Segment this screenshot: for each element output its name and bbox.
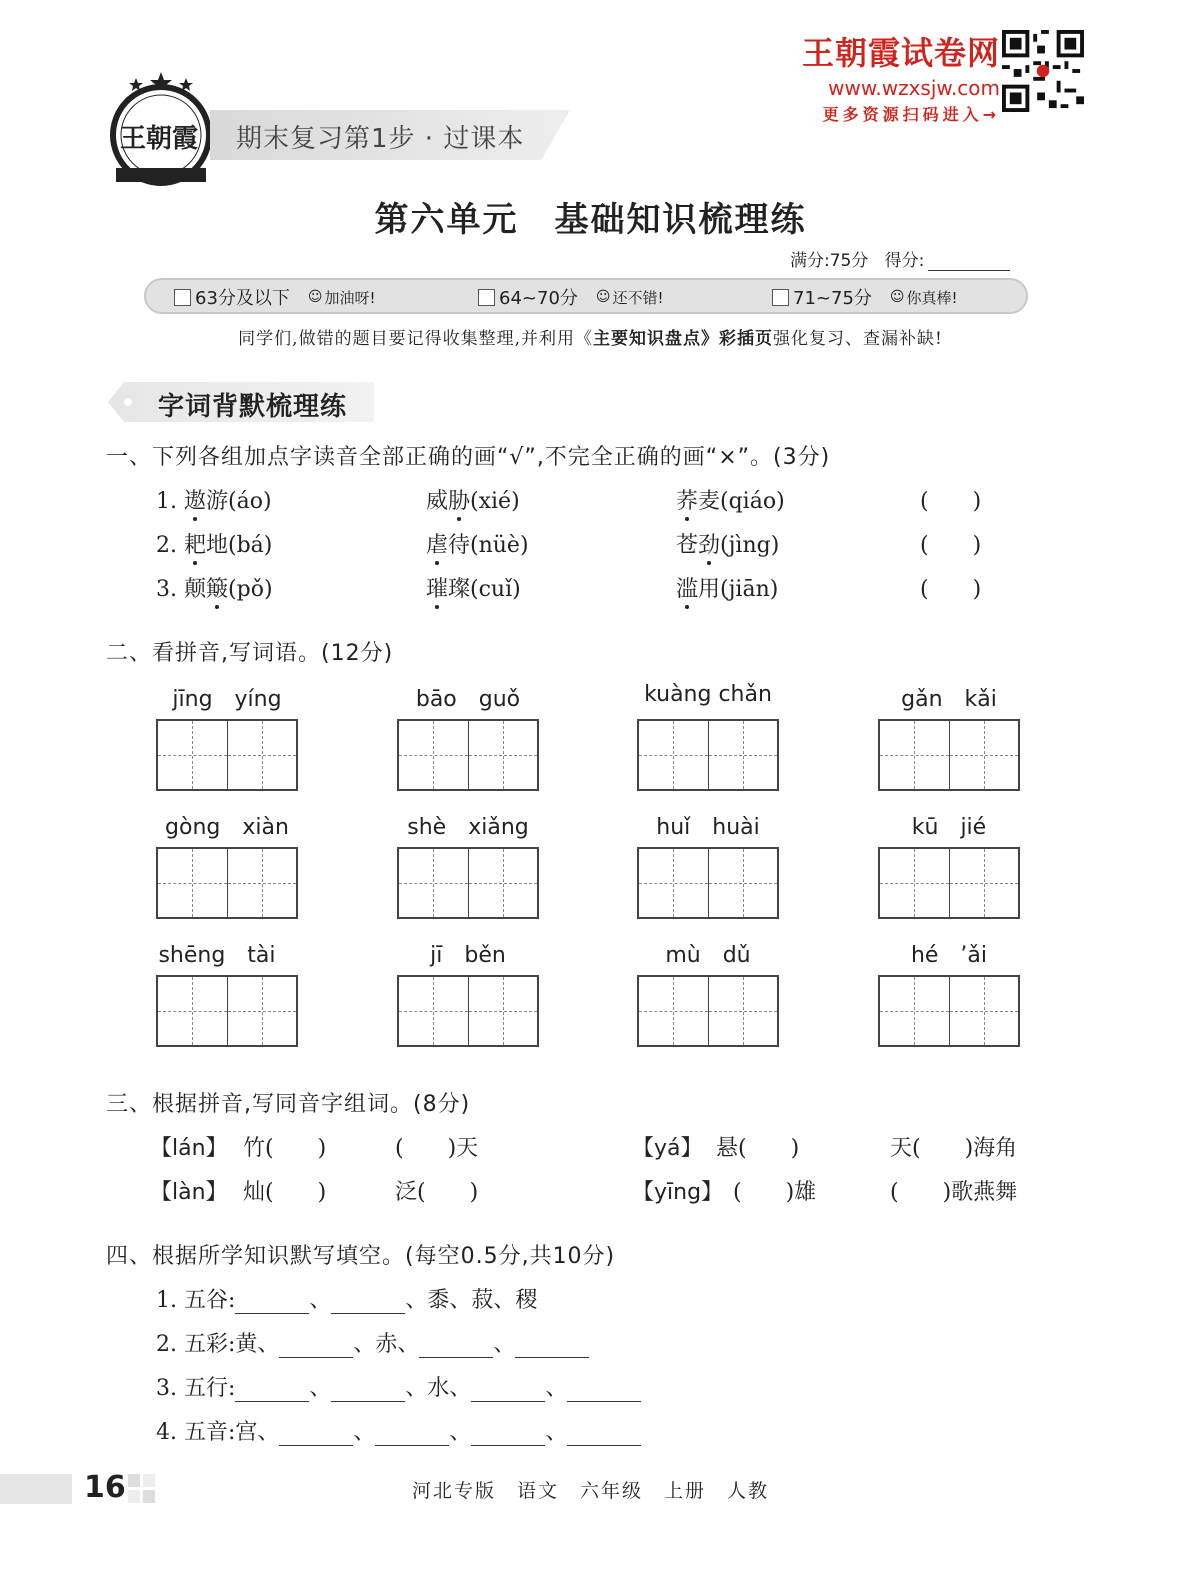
smile-icon: ☺	[889, 289, 905, 305]
pinyin-label: huǐ huài	[656, 815, 760, 840]
pinyin-label: hé ’ǎi	[910, 943, 988, 968]
footer-text: 河北专版 语文 六年级 上册 人教	[411, 1480, 769, 1502]
checkbox[interactable]	[772, 289, 789, 306]
fill-blank[interactable]: ( )歌燕舞	[890, 1180, 1018, 1205]
q1-row-3: 3. 颠簸(pǒ)	[156, 572, 273, 603]
grade-option-1[interactable]	[174, 284, 376, 310]
q3-title: 三、根据拼音,写同音字组词。(8分)	[106, 1092, 471, 1117]
pinyin-label: gǎn kǎi	[901, 687, 997, 712]
blank-input[interactable]	[235, 1291, 309, 1314]
q4-line-3: 3. 五行: 、 、水、 、	[156, 1371, 641, 1402]
tag-hole	[124, 398, 132, 406]
brand-block	[790, 28, 1000, 125]
pinyin-label: jī běn	[430, 943, 506, 968]
fill-blank[interactable]: 泛( )	[395, 1180, 479, 1205]
fill-blank[interactable]: ( )天	[395, 1136, 479, 1161]
page-title: 第六单元 基础知识梳理练	[374, 200, 807, 240]
banner-title: 期末复习第1步 · 过课本	[236, 124, 525, 154]
writing-grid[interactable]	[156, 975, 298, 1047]
score-input[interactable]	[928, 270, 1010, 271]
writing-grid[interactable]	[637, 719, 779, 791]
page-number: 16	[84, 1470, 126, 1505]
writing-grid[interactable]	[878, 719, 1020, 791]
brand-name: 王朝霞试卷网	[801, 34, 1000, 72]
pinyin-label: shè xiǎng	[407, 815, 529, 840]
q4-title: 四、根据所学知识默写填空。(每空0.5分,共10分)	[106, 1244, 616, 1269]
full-score: 满分:75分	[790, 251, 869, 271]
q1-word: 璀璨(cuǐ)	[426, 572, 521, 603]
tip-text: 同学们,做错的题目要记得收集整理,并利用《主要知识盘点》彩插页强化复习、查漏补缺!	[238, 329, 943, 349]
fill-blank[interactable]: ( )雄	[733, 1180, 817, 1205]
blank-input[interactable]	[279, 1335, 353, 1358]
fill-blank[interactable]: 灿( )	[243, 1180, 327, 1205]
grade-msg: 还不错!	[612, 288, 664, 307]
q1-row-1: 1. 遨游(áo)	[156, 484, 272, 515]
checkbox[interactable]	[174, 289, 191, 306]
pinyin-label: gòng xiàn	[165, 815, 289, 840]
fill-blank[interactable]: 悬( )	[716, 1136, 800, 1161]
writing-grid[interactable]	[878, 975, 1020, 1047]
blank-input[interactable]	[279, 1423, 353, 1446]
writing-grid[interactable]	[397, 719, 539, 791]
grade-msg: 你真棒!	[906, 288, 958, 307]
blank-input[interactable]	[471, 1423, 545, 1446]
pinyin-tag: 【yá】	[632, 1136, 703, 1161]
answer-paren[interactable]: ( )	[920, 489, 982, 514]
writing-grid[interactable]	[878, 847, 1020, 919]
pinyin-label: kuàng chǎn	[644, 682, 772, 707]
q1-word: 威胁(xié)	[426, 484, 520, 515]
q1-word: 虐待(nüè)	[426, 528, 529, 559]
grade-range: 71~75分	[793, 288, 872, 309]
pinyin-label: kū jié	[911, 815, 987, 840]
score-row	[790, 246, 1010, 271]
pinyin-tag: 【yīng】	[632, 1180, 724, 1205]
pinyin-label: shēng tài	[158, 943, 276, 968]
blank-input[interactable]	[331, 1291, 405, 1314]
blank-input[interactable]	[235, 1379, 309, 1402]
writing-grid[interactable]	[156, 847, 298, 919]
writing-grid[interactable]	[156, 719, 298, 791]
smile-icon: ☺	[595, 289, 611, 305]
qr-code-icon[interactable]	[1002, 30, 1084, 112]
pinyin-tag: 【lán】	[150, 1136, 228, 1161]
grade-option-3[interactable]	[772, 284, 958, 310]
grade-option-2[interactable]	[478, 284, 664, 310]
q4-line-4: 4. 五音:宫、 、 、 、	[156, 1415, 641, 1446]
blank-input[interactable]	[331, 1379, 405, 1402]
grade-bar	[144, 278, 1028, 314]
q1-word: 荞麦(qiáo)	[676, 484, 785, 515]
writing-grid[interactable]	[637, 975, 779, 1047]
blank-input[interactable]	[419, 1335, 493, 1358]
score-label: 得分:	[884, 251, 925, 271]
answer-paren[interactable]: ( )	[920, 577, 982, 602]
logo-name: 王朝霞	[120, 124, 199, 154]
q1-word: 苍劲(jìng)	[676, 528, 779, 559]
q1-title: 一、下列各组加点字读音全部正确的画“√”,不完全正确的画“×”。(3分)	[106, 445, 831, 470]
blank-input[interactable]	[375, 1423, 449, 1446]
writing-grid[interactable]	[397, 975, 539, 1047]
writing-grid[interactable]	[637, 847, 779, 919]
section-title: 字词背默梳理练	[158, 392, 348, 422]
blank-input[interactable]	[567, 1379, 641, 1402]
grade-range: 63分及以下	[195, 288, 290, 309]
fill-blank[interactable]: 竹( )	[243, 1136, 327, 1161]
pinyin-label: jīng yíng	[172, 687, 282, 712]
blank-input[interactable]	[567, 1423, 641, 1446]
answer-paren[interactable]: ( )	[920, 533, 982, 558]
pinyin-label: mù dǔ	[665, 943, 751, 968]
checkbox[interactable]	[478, 289, 495, 306]
fill-blank[interactable]: 天( )海角	[890, 1136, 1018, 1161]
grade-msg: 加油呀!	[324, 288, 376, 307]
q4-line-2: 2. 五彩:黄、 、赤、 、	[156, 1327, 589, 1358]
q1-word: 滥用(jiān)	[676, 572, 778, 603]
q2-title: 二、看拼音,写词语。(12分)	[106, 641, 394, 666]
q4-line-1: 1. 五谷: 、 、黍、菽、稷	[156, 1288, 538, 1313]
blank-input[interactable]	[471, 1379, 545, 1402]
brand-url[interactable]: www.wzxsjw.com	[828, 76, 1000, 100]
blank-input[interactable]	[515, 1335, 589, 1358]
pinyin-label: bāo guǒ	[415, 687, 521, 712]
writing-grid[interactable]	[397, 847, 539, 919]
pinyin-tag: 【làn】	[150, 1180, 228, 1205]
brand-cta: 更多资源扫码进入→	[822, 105, 1000, 124]
q1-row-2: 2. 耙地(bá)	[156, 528, 272, 559]
grade-range: 64~70分	[499, 288, 578, 309]
smile-icon: ☺	[307, 289, 323, 305]
